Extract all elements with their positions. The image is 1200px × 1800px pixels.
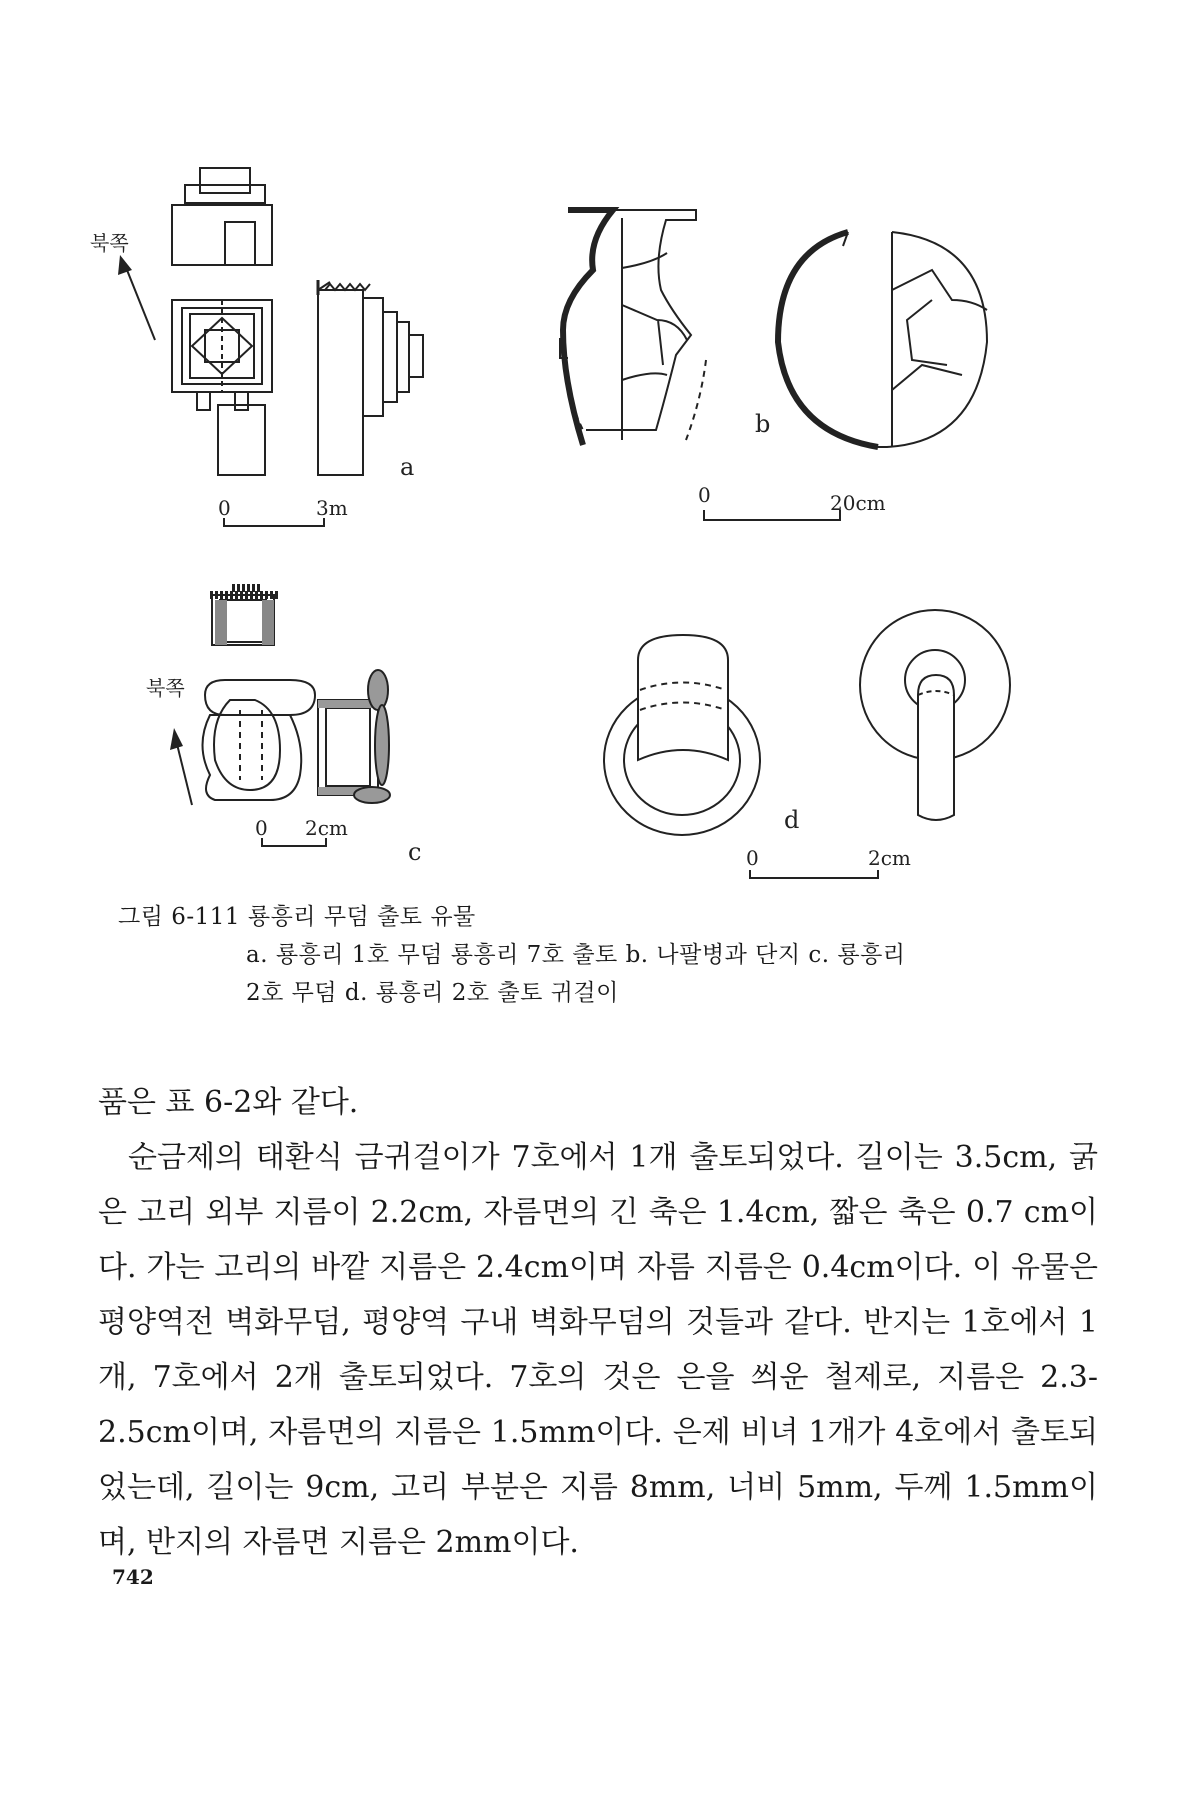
scale-b-start: 0 (698, 483, 711, 507)
body-text (98, 1075, 1098, 1570)
body-paragraph-2: 순금제의 태환식 금귀걸이가 7호에서 1개 출토되었다. 길이는 3.5cm, 굵은 고리 외부 지름이 2.2cm, 자름면의 긴 축은 1.4cm, 짧은 축은 0.7 cm이다. 가는 고리의 바깥 지름은 2.4cm이며 자름 지름은 0.4cm이다. 이 유물은 평양역전 벽화무덤, 평양역 구내 벽화무덤의 것들과 같다. 반지는 1호에서 1개, 7호에서 2개 출토되었다. 7호의 것은 은을 씌운 철제로, 지름은 2.3-2.5cm이며, 자름면의 지름은 1.5mm이다. 은제 비녀 1개가 4호에서 출토되었는데, 길이는 9cm, 고리 부분은 지름 8mm, 너비 5mm, 두께 1.5mm이며, 반지의 자름면 지름은 2mm이다. (98, 1140, 1098, 1560)
caption-title: 그림 6-111 룡흥리 무덤 출토 유물 (118, 904, 476, 930)
scale-bar-b (704, 510, 840, 520)
label-a: a (400, 453, 415, 481)
figure-a-tomb-plan (90, 168, 423, 526)
label-c: c (408, 838, 422, 866)
scale-c-start: 0 (255, 816, 268, 840)
caption-desc-line1: a. 룡흥리 1호 무덤 룡흥리 7호 출토 b. 나팔병과 단지 c. 룡흥리 (246, 942, 906, 968)
figure-b-vessels (560, 210, 987, 520)
body-paragraph-1: 품은 표 6-2와 같다. (98, 1085, 359, 1120)
scale-b-end: 20cm (830, 491, 886, 515)
north-label-a: 북쪽 (90, 231, 129, 255)
north-arrow-a-icon (118, 255, 155, 340)
caption-desc-line2: 2호 무덤 d. 룡흥리 2호 출토 귀걸이 (246, 980, 619, 1006)
figure-c-tomb-plan (146, 588, 421, 866)
page-number: 742 (112, 1565, 154, 1589)
label-b: b (755, 410, 771, 438)
scale-d-start: 0 (746, 846, 759, 870)
scale-bar-d (750, 870, 878, 878)
figure-caption (118, 898, 1018, 1012)
scale-a-start: 0 (218, 496, 231, 520)
north-label-c: 북쪽 (146, 676, 185, 700)
north-arrow-c-icon (170, 728, 192, 805)
label-d: d (784, 806, 800, 834)
scale-c-end: 2cm (305, 816, 348, 840)
scale-a-end: 3m (316, 496, 348, 520)
scale-d-end: 2cm (868, 846, 911, 870)
figure-d-earrings (604, 610, 1010, 878)
scale-bar-a (224, 518, 324, 526)
